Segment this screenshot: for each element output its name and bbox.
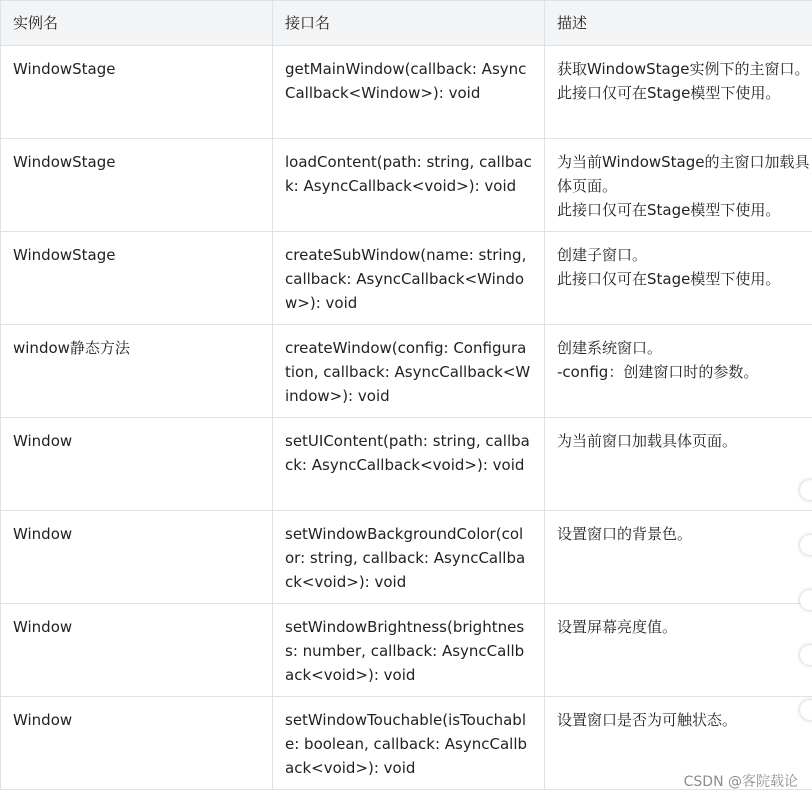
desc-cell xyxy=(545,418,812,511)
floating-button-icon[interactable] xyxy=(800,590,812,610)
desc-line: 创建系统窗口。 xyxy=(557,339,663,357)
desc-line: 获取WindowStage实例下的主窗口。 xyxy=(557,60,810,78)
instance-cell: Window xyxy=(1,697,273,790)
table-header xyxy=(1,1,812,46)
api-cell: getMainWindow(callback: AsyncCallback<Window>): void xyxy=(273,46,545,139)
table-row xyxy=(1,46,812,139)
desc-cell xyxy=(545,511,812,604)
desc-cell xyxy=(545,604,812,697)
table-row xyxy=(1,139,812,232)
floating-button-icon[interactable] xyxy=(800,535,812,555)
instance-cell: WindowStage xyxy=(1,46,273,139)
floating-toolbar[interactable] xyxy=(800,480,812,755)
floating-button-icon[interactable] xyxy=(800,480,812,500)
desc-line: 设置屏幕亮度值。 xyxy=(557,618,678,636)
table-row xyxy=(1,418,812,511)
instance-cell: Window xyxy=(1,511,273,604)
desc-cell xyxy=(545,325,812,418)
floating-button-icon[interactable] xyxy=(800,645,812,665)
api-cell: loadContent(path: string, callback: AsyncCallback<void>): void xyxy=(273,139,545,232)
table-row xyxy=(1,511,812,604)
header-api: 接口名 xyxy=(273,1,545,46)
table-row xyxy=(1,604,812,697)
api-cell: createWindow(config: Configuration, callback: AsyncCallback<Window>): void xyxy=(273,325,545,418)
desc-cell xyxy=(545,139,812,232)
desc-line: 设置窗口的背景色。 xyxy=(557,525,693,543)
api-cell: createSubWindow(name: string, callback: AsyncCallback<Window>): void xyxy=(273,232,545,325)
desc-line: 创建子窗口。 xyxy=(557,246,648,264)
api-cell: setWindowBrightness(brightness: number, callback: AsyncCallback<void>): void xyxy=(273,604,545,697)
instance-cell: Window xyxy=(1,418,273,511)
floating-button-icon[interactable] xyxy=(800,700,812,720)
table-row xyxy=(1,325,812,418)
desc-line: 此接口仅可在Stage模型下使用。 xyxy=(557,270,781,288)
header-instance: 实例名 xyxy=(1,1,273,46)
table-row xyxy=(1,232,812,325)
header-row xyxy=(1,1,812,46)
api-cell: setUIContent(path: string, callback: AsyncCallback<void>): void xyxy=(273,418,545,511)
desc-line: 此接口仅可在Stage模型下使用。 xyxy=(557,84,781,102)
desc-line: 为当前窗口加载具体页面。 xyxy=(557,432,738,450)
header-desc: 描述 xyxy=(545,1,812,46)
table-body xyxy=(1,46,812,790)
desc-cell xyxy=(545,232,812,325)
desc-cell xyxy=(545,46,812,139)
watermark: CSDN @客院载论 xyxy=(683,774,798,790)
instance-cell: window静态方法 xyxy=(1,325,273,418)
instance-cell: Window xyxy=(1,604,273,697)
api-cell: setWindowTouchable(isTouchable: boolean, callback: AsyncCallback<void>): void xyxy=(273,697,545,790)
instance-cell: WindowStage xyxy=(1,139,273,232)
instance-cell: WindowStage xyxy=(1,232,273,325)
desc-line: 此接口仅可在Stage模型下使用。 xyxy=(557,201,781,219)
desc-line: -config：创建窗口时的参数。 xyxy=(557,363,759,381)
api-cell: setWindowBackgroundColor(color: string, callback: AsyncCallback<void>): void xyxy=(273,511,545,604)
desc-line: 为当前WindowStage的主窗口加载具体页面。 xyxy=(557,153,810,195)
desc-line: 设置窗口是否为可触状态。 xyxy=(557,711,738,729)
